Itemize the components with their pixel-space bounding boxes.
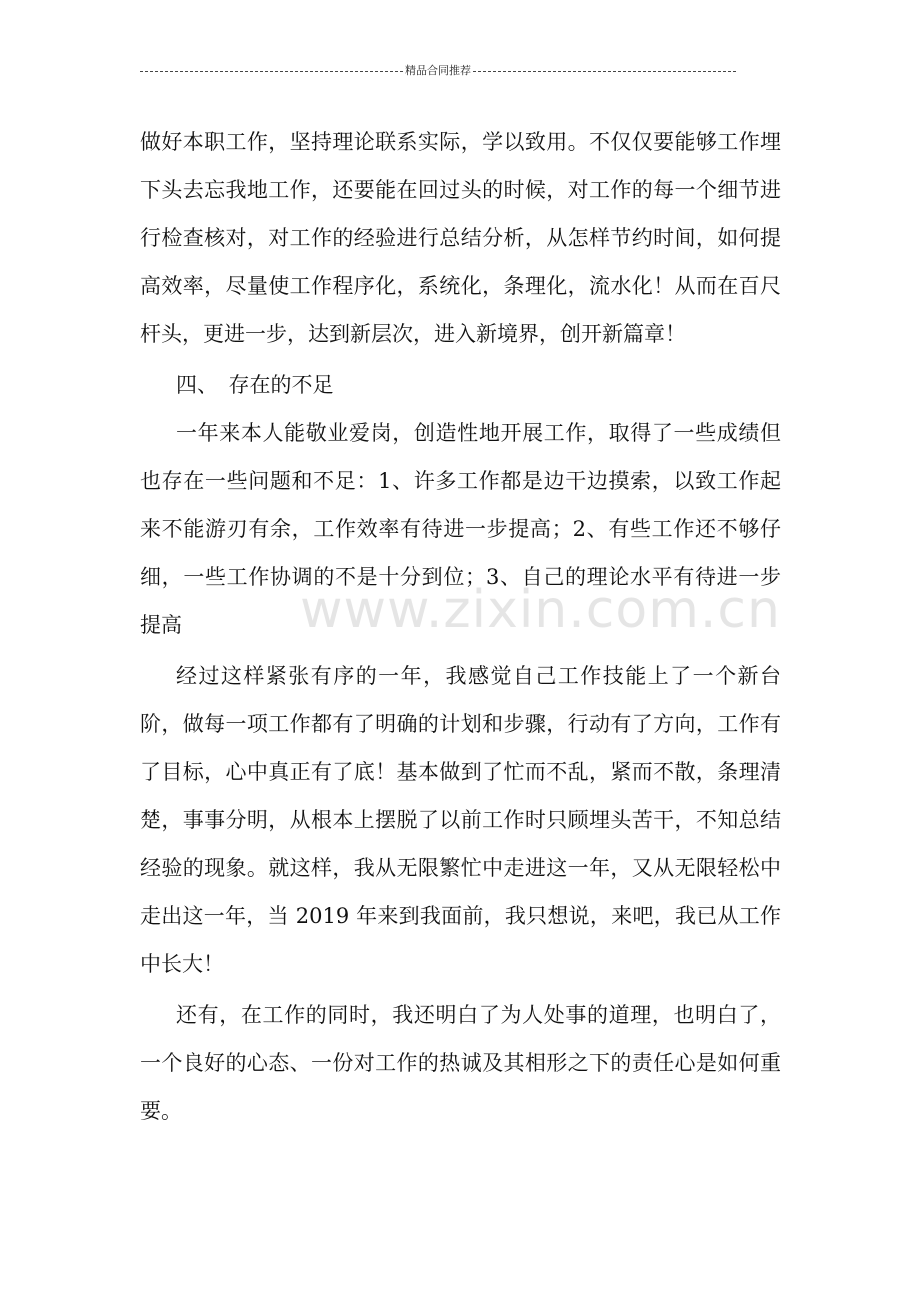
header-divider-right (473, 71, 736, 72)
document-body (140, 118, 781, 1135)
paragraph-conclusion: 还有，在工作的同时，我还明白了为人处事的道理，也明白了，一个良好的心态、一份对工作的热诚及其相形之下的责任心是如何重要。 (140, 1003, 781, 1123)
page-header (140, 64, 736, 78)
watermark: www.zixin.com.cn (300, 580, 781, 640)
paragraph-shortcomings: 一年来本人能敬业爱岗，创造性地开展工作，取得了一些成绩但也存在一些问题和不足：1、许多工作都是边干边摸索，以致工作起来不能游刃有余，工作效率有待进一步提高；2、有些工作还不够仔细，一些工作协调的不是十分到位；3、自己的理论水平有待进一步提高 (140, 421, 781, 637)
header-label: 精品合同推荐 (405, 64, 471, 77)
paragraph-work-summary: 做好本职工作，坚持理论联系实际，学以致用。不仅仅要能够工作埋下头去忘我地工作，还要能在回过头的时候，对工作的每一个细节进行检查核对，对工作的经验进行总结分析，从怎样节约时间，如何提高效率，尽量使工作程序化，系统化，条理化，流水化！从而在百尺杆头，更进一步，达到新层次，进入新境界，创开新篇章！ (140, 130, 781, 346)
section-heading-shortcomings: 四、 存在的不足 (176, 373, 334, 397)
paragraph-year-review: 经过这样紧张有序的一年，我感觉自己工作技能上了一个新台阶，做每一项工作都有了明确的计划和步骤，行动有了方向，工作有了目标，心中真正有了底！基本做到了忙而不乱，紧而不散，条理清楚，事事分明，从根本上摆脱了以前工作时只顾埋头苦干，不知总结经验的现象。就这样，我从无限繁忙中走进这一年，又从无限轻松中走出这一年，当 2019 年来到我面前，我只想说，来吧，我已从工作中长大！ (140, 664, 781, 976)
header-divider-left (140, 71, 403, 72)
